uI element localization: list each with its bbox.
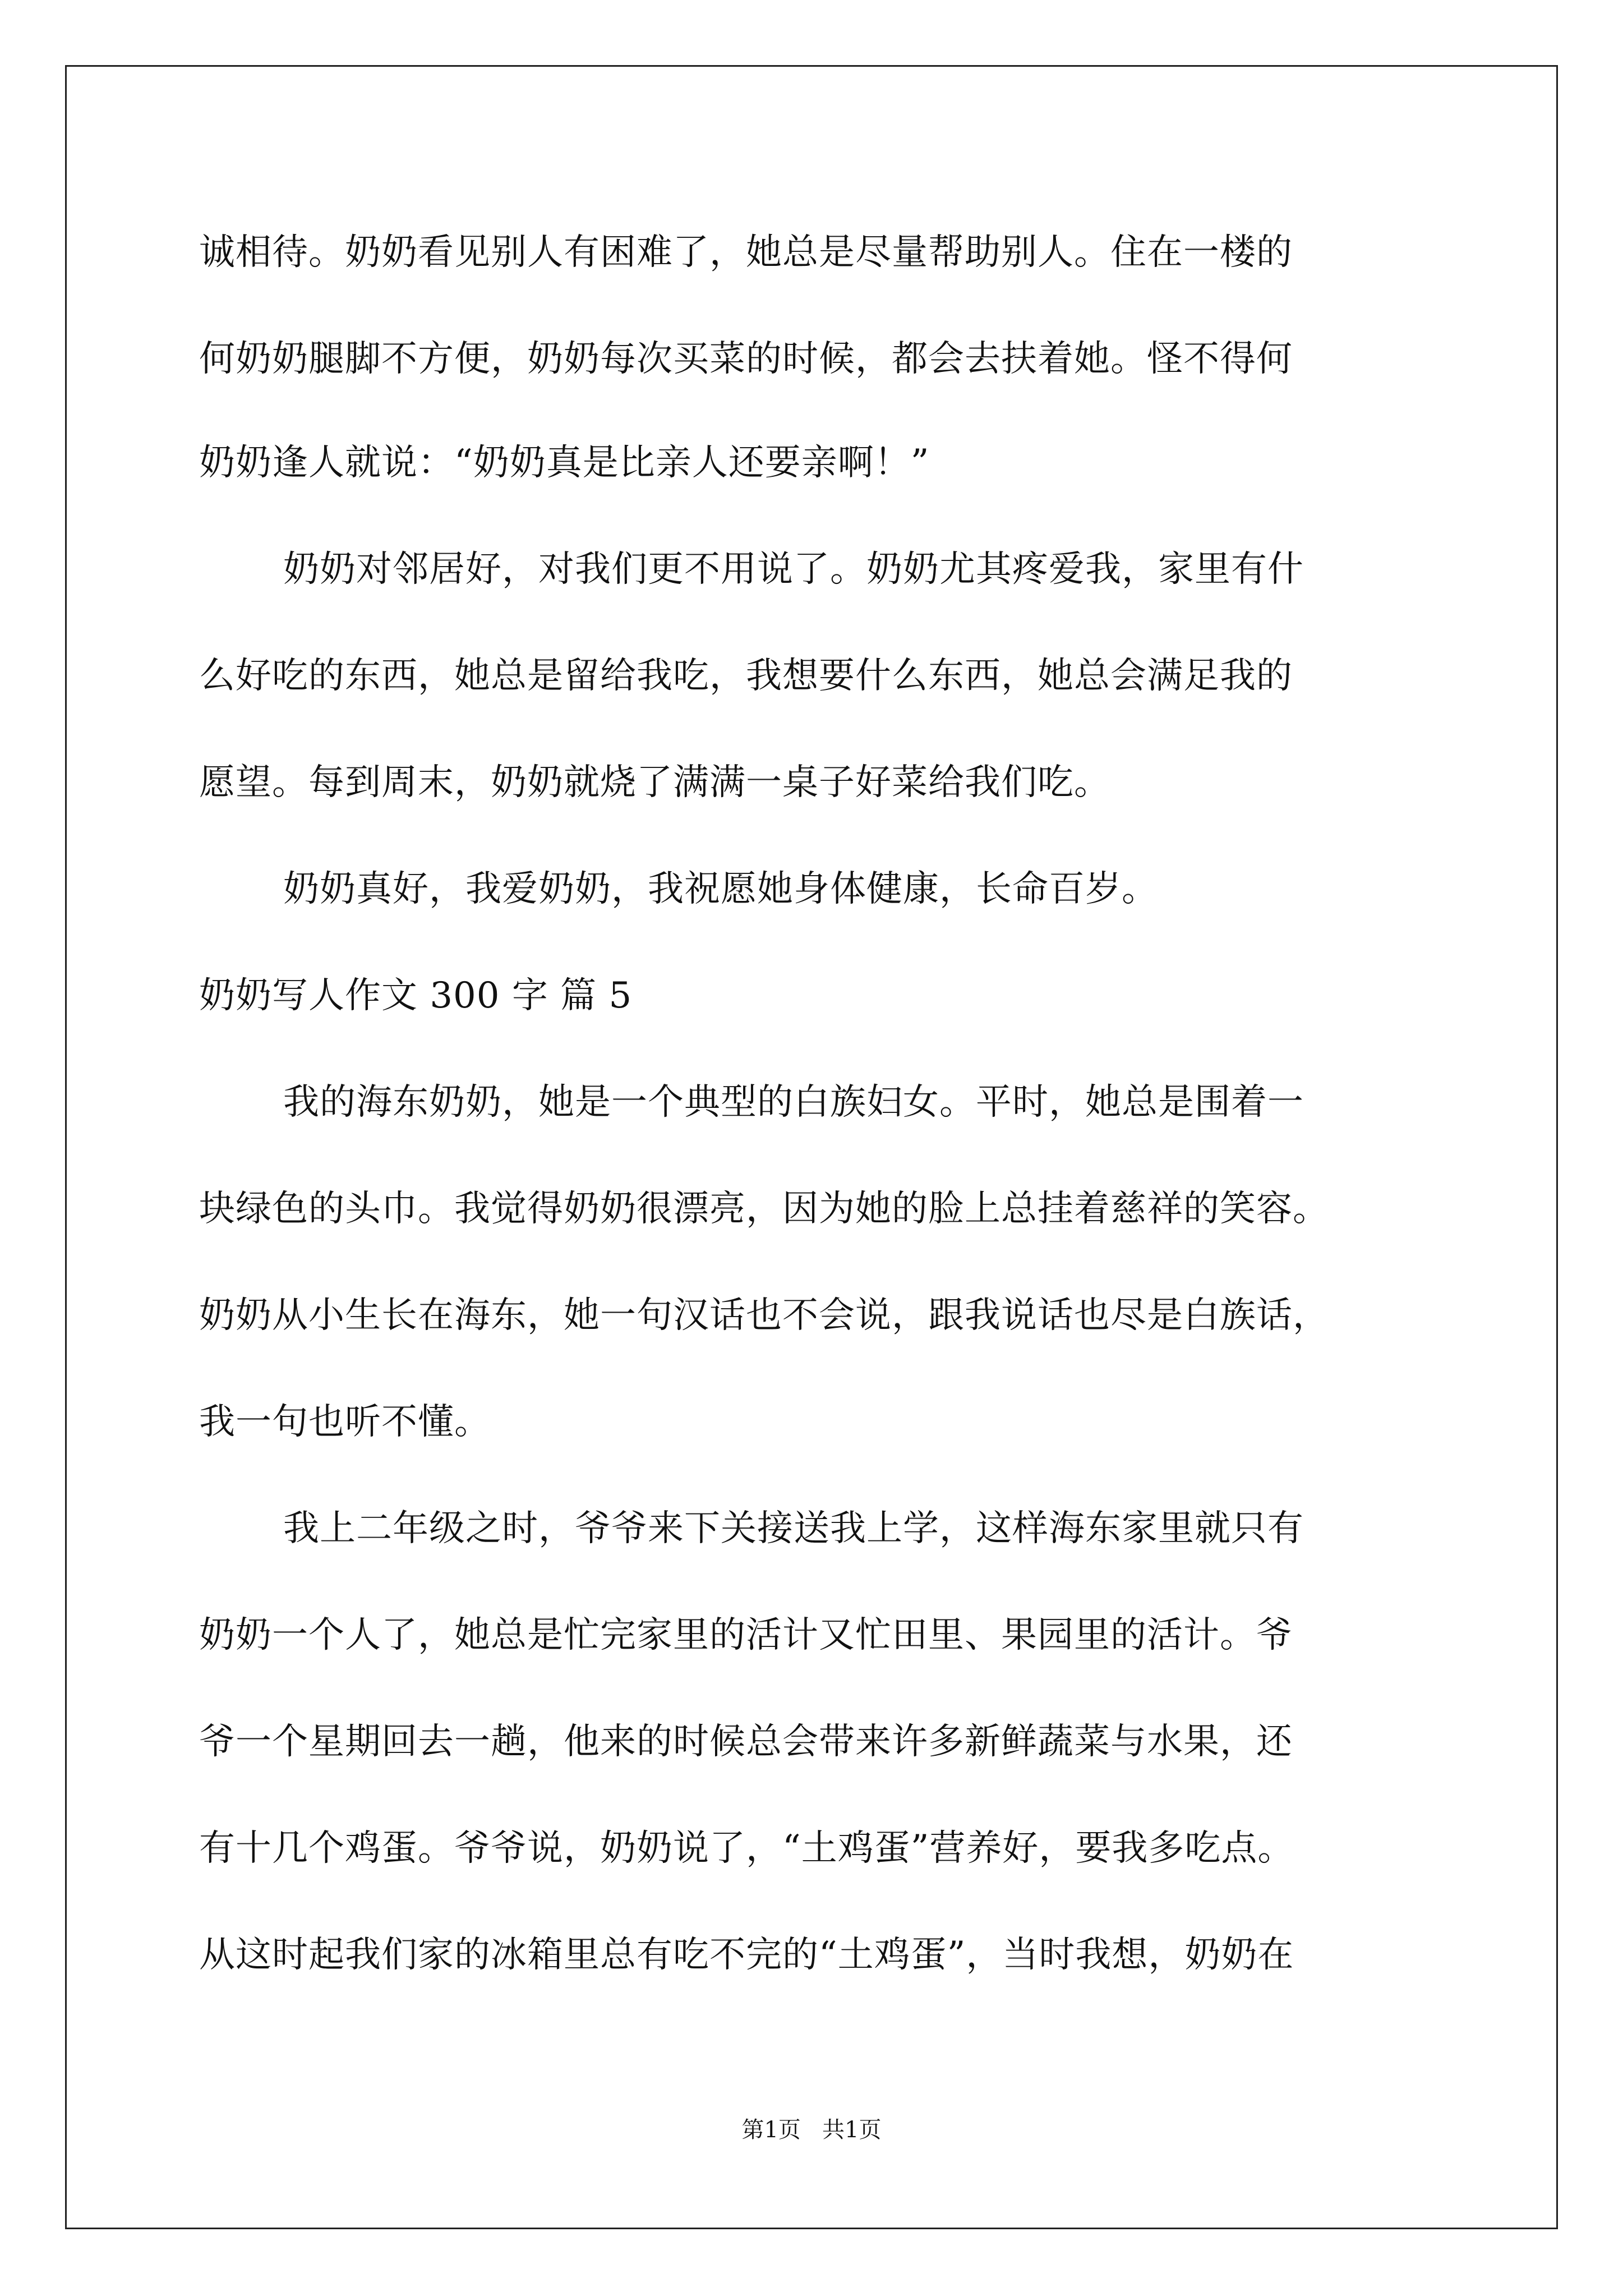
text-line: 愿望。每到周末，奶奶就烧了满满一桌子好菜给我们吃。 — [199, 762, 1110, 803]
text-line: 奶奶一个人了，她总是忙完家里的活计又忙田里、果园里的活计。爷 — [199, 1614, 1293, 1656]
page-border — [65, 65, 1558, 2229]
text-line: 诚相待。奶奶看见别人有困难了，她总是尽量帮助别人。住在一楼的 — [199, 232, 1293, 273]
page-number-footer: 第1页 共1页 — [741, 2117, 882, 2143]
text-line: 何奶奶腿脚不方便，奶奶每次买菜的时候，都会去扶着她。怪不得何 — [199, 338, 1293, 380]
text-line: 块绿色的头巾。我觉得奶奶很漂亮，因为她的脸上总挂着慈祥的笑容。 — [199, 1188, 1329, 1230]
paragraph-first-line: 我的海东奶奶，她是一个典型的白族妇女。平时，她总是围着一 — [283, 1082, 1304, 1123]
section-heading: 奶奶写人作文 300 字 篇 5 — [199, 975, 633, 1016]
paragraph-first-line: 奶奶真好，我爱奶奶，我祝愿她身体健康，长命百岁。 — [283, 868, 1158, 910]
text-line: 我一句也听不懂。 — [199, 1401, 491, 1443]
text-line: 奶奶从小生长在海东，她一句汉话也不会说，跟我说话也尽是白族话， — [199, 1295, 1329, 1336]
text-line: 奶奶逢人就说：“奶奶真是比亲人还要亲啊！” — [199, 442, 930, 484]
text-line: 么好吃的东西，她总是留给我吃，我想要什么东西，她总会满足我的 — [199, 655, 1293, 697]
paragraph-first-line: 奶奶对邻居好，对我们更不用说了。奶奶尤其疼爱我，家里有什 — [283, 549, 1304, 590]
paragraph-first-line: 我上二年级之时，爷爷来下关接送我上学，这样海东家里就只有 — [283, 1508, 1304, 1549]
text-line: 爷一个星期回去一趟，他来的时候总会带来许多新鲜蔬菜与水果，还 — [199, 1721, 1293, 1763]
text-line: 从这时起我们家的冰箱里总有吃不完的“土鸡蛋”，当时我想，奶奶在 — [199, 1934, 1294, 1976]
text-line: 有十几个鸡蛋。爷爷说，奶奶说了，“土鸡蛋”营养好，要我多吃点。 — [199, 1828, 1294, 1869]
